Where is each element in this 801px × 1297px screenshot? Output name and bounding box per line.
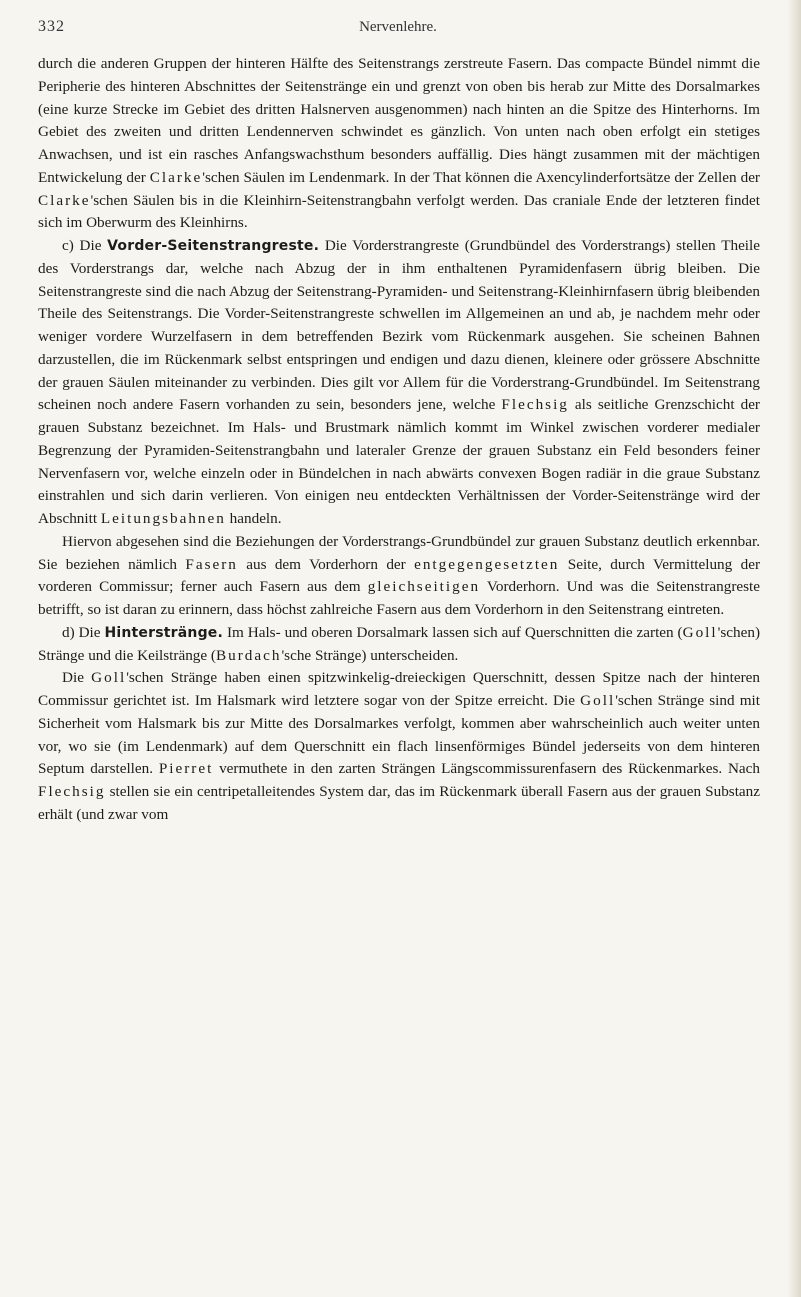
running-head: Nervenlehre. (359, 19, 437, 35)
spaced-name: Pierret (158, 760, 214, 778)
paragraph (38, 53, 760, 235)
text-run: handeln. (225, 510, 282, 527)
text-run: 'schen Säulen bis in die Kleinhirn-Seitenstrangbahn verfolgt werden. Das craniale Ende der letzteren findet sich im Oberwurm des Kleinhirns. (38, 191, 760, 232)
page-number: 332 (38, 18, 65, 35)
text-run: Vorderhorn. Und was die Seitenstrangreste betrifft, so ist daran zu erinnern, dass höchst zahlreiche Fasern aus dem Vorderhorn in den Seitenstrang eintreten. (38, 578, 760, 618)
text-run: Hiervon abgesehen sind die Beziehungen der Vorderstrangs-Grundbündel zur grauen Substanz deutlich erkennbar. Sie beziehen nämlich (38, 532, 760, 573)
spaced-name: Flechsig (38, 783, 106, 800)
spaced-name: entgegengesetzten (414, 555, 560, 573)
text-run: durch die anderen Gruppen der hinteren Hälfte des Seitenstrangs zerstreute Fasern. Das compacte Bündel nimmt die Peripherie des hinteren Abschnittes der Seitenstränge ein und grenzt von oben bis herab zur Mitte des Dorsalmarkes (eine kurze Strecke im Gebiet des dritten Halsnerven ausgenommen) nach hinten an die Spitze des Hinterhorns. Im Gebiet des zweiten und dritten Lendennerven schwindet es gänzlich. Von unten nach oben erfolgt ein stetiges Anwachsen, und ist ein rasches Anfangswachsthum besonders auffällig. Dies hängt zusammen mit der mächtigen Entwickelung der (38, 55, 760, 186)
spaced-name: Leitungsbahnen (100, 510, 226, 527)
text-run: Die (62, 669, 92, 687)
text-run: c) Die (62, 237, 108, 254)
text-run: als seitliche Grenzschicht der grauen Substanz bezeichnet. Im Hals- und Brustmark nämlich kommt im Winkel zwischen vorderer medialer Begrenzung der Pyramiden-Seitenstrangbahn und lateraler Grenze der grauen Substanz ein Feld besonders feiner Nervenfasern vor, welche einzeln oder in Bündelchen in nach abwärts convexen Bogen radiär in die graue Substanz einstrahlen und sich darin verlieren. Von einigen neu entdeckten Verhältnissen der Vorder-Seitenstränge wird der Abschnitt (38, 396, 760, 527)
spaced-name: Clarke (149, 168, 203, 186)
body-text (38, 53, 760, 827)
spaced-name: Goll (682, 623, 718, 641)
spaced-name: Goll (91, 669, 127, 687)
text-run: Seite, durch Vermittelung der vorderen Commissur; ferner auch Fasern aus dem (38, 555, 760, 596)
text-run: 'schen Stränge sind mit Sicherheit vom Halsmark bis zur Mitte des Dorsalmarkes verfolgt, kommen aber wahrscheinlich auch weiter unten vor, wo sie (im Lendenmark) auf dem Querschnitt ein flach linsenförmiges Bündel jederseits von dem hinteren Septum darstellen. (38, 692, 760, 778)
text-run: vermuthete in den zarten Strängen Längscommissurenfasern des Rückenmarkes. Nach (213, 760, 760, 778)
text-run: aus dem Vorderhorn der (237, 555, 415, 573)
spaced-name: Flechsig (501, 396, 569, 414)
text-run: Die Vorderstrangreste (Grundbündel des Vorderstrangs) stellen Theile des Vorderstrangs dar, welche nach Abzug der in ihm enthaltenen Pyramidenfasern übrig bleiben. Die Seitenstrangreste sind die nach Abzug der Seitenstrang-Pyramiden- und Seitenstrang-Kleinhirnfasern übrig bleibenden Theile des Seitenstrangs. Die Vorder-Seitenstrangreste schwellen im Allgemeinen an und ab, je nachdem mehr oder weniger vordere Wurzelfasern in dem betreffenden Bezirk vom Rückenmark ausgehen. Sie scheinen Bahnen darzustellen, die im Rückenmark selbst entspringen und endigen und dazu dienen, kleinere oder grössere Abschnitte der grauen Säulen miteinander zu verbinden. Dies gilt vor Allem für die Vorderstrang-Grundbündel. Im Seitenstrang scheinen noch andere Fasern vorhanden zu sein, besonders jene, welche (38, 237, 760, 414)
paragraph (38, 667, 760, 826)
spaced-name: gleichseitigen (367, 578, 481, 596)
text-run: 'schen) Stränge und die Keilstränge ( (38, 623, 760, 664)
paragraph (38, 235, 760, 531)
paragraph (38, 622, 760, 668)
section-heading: Hinterstränge. (104, 624, 224, 641)
page-header (38, 18, 758, 40)
text-run: 'schen Säulen im Lendenmark. In der That können die Axencylinderfortsätze der Zellen der (202, 168, 760, 186)
spaced-name: Fasern (185, 555, 238, 573)
spaced-name: Clarke (38, 191, 91, 209)
paragraph (38, 531, 760, 622)
page-edge (787, 0, 801, 1297)
text-run: 'schen Stränge haben einen spitzwinkelig-dreieckigen Querschnitt, dessen Spitze nach der hinteren Commissur gerichtet ist. Im Halsmark wird letztere sogar von der Spitze erreicht. Die (38, 669, 761, 709)
text-run: stellen sie ein centripetalleitendes System dar, das im Rückenmark überall Fasern aus der grauen Substanz erhält (und zwar vom (38, 783, 760, 823)
text-run: 'sche Stränge) unterscheiden. (281, 646, 459, 664)
text-run: d) Die (62, 623, 105, 641)
text-run: Im Hals- und oberen Dorsalmark lassen sich auf Querschnitten die zarten ( (223, 623, 683, 641)
section-heading: Vorder-Seitenstrangreste. (107, 238, 320, 254)
spaced-name: Burdach (215, 646, 282, 664)
spaced-name: Goll (580, 692, 616, 709)
